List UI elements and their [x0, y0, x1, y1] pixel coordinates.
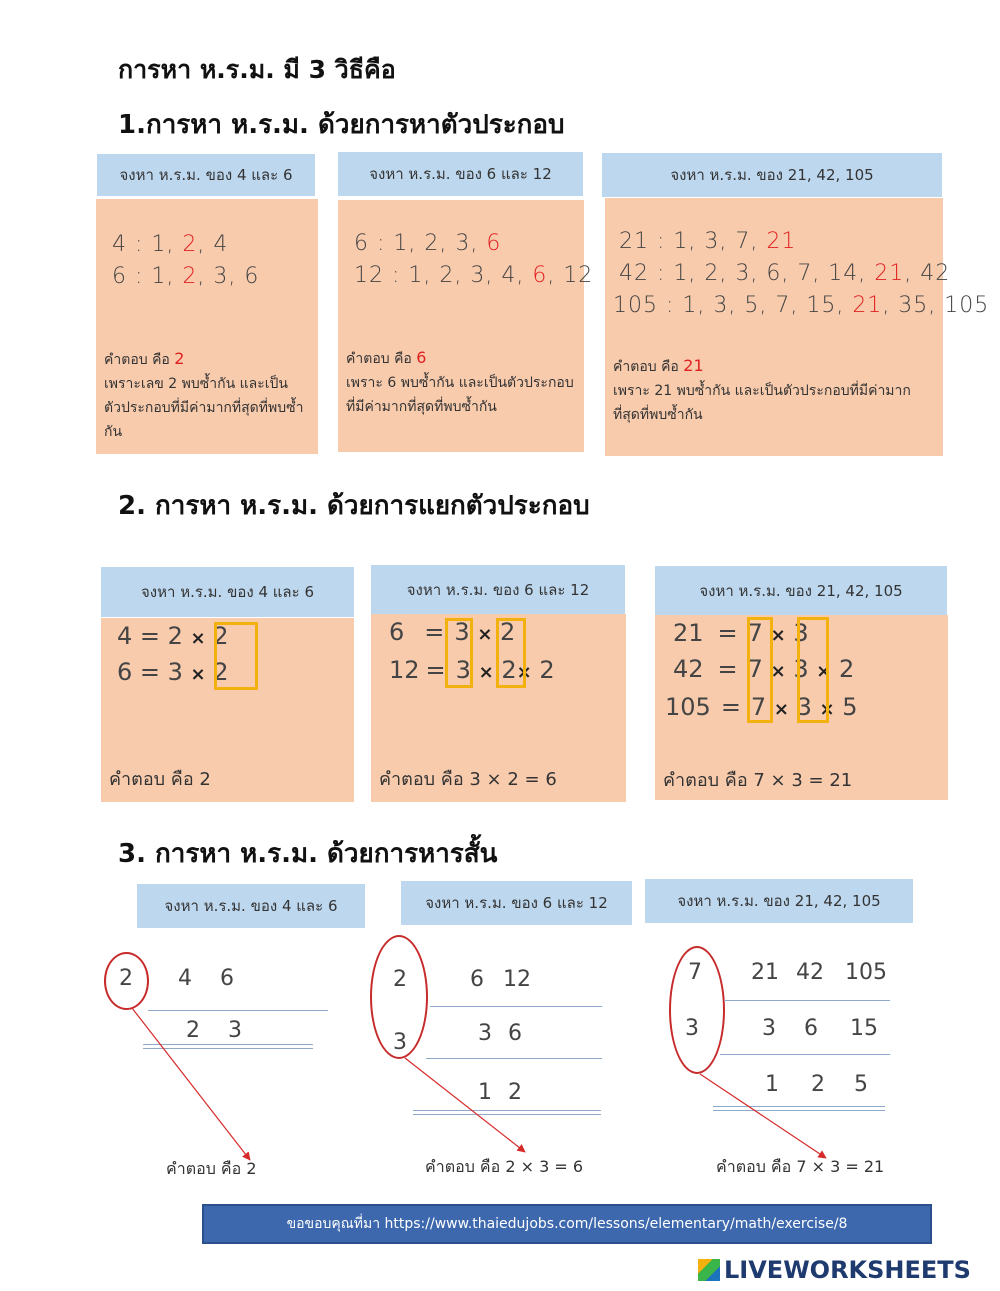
section-3-title: 3. การหา ห.ร.ม. ด้วยการหารสั้น	[118, 839, 498, 869]
s3-p3-q3: 15	[850, 1016, 878, 1041]
s3-p3-n2: 42	[796, 960, 824, 985]
section-1-title: 1.การหา ห.ร.ม. ด้วยการหาตัวประกอบ	[118, 110, 565, 140]
s3-p1-header: จงหา ห.ร.ม. ของ 4 และ 6	[137, 884, 365, 928]
s2-p2-answer: คำตอบ คือ 3 × 2 = 6	[379, 769, 557, 790]
s3-p3-r3: 5	[854, 1072, 868, 1097]
s1-p1-reason: เพราะเลข 2 พบซ้ำกัน และเป็นตัวประกอบที่มีค่ามากที่สุดที่พบซ้ำกัน	[104, 376, 304, 440]
s1-p2-row-1: 6 : 1, 2, 3, 6	[354, 231, 502, 256]
s3-p1-q2: 3	[228, 1018, 242, 1043]
s3-p1-n2: 6	[220, 966, 234, 991]
s3-p3-q1: 3	[762, 1016, 776, 1041]
s1-p3-row-3: 105 : 1, 3, 5, 7, 15, 21, 35, 105	[613, 293, 990, 318]
s3-p2-r2: 2	[508, 1080, 522, 1105]
s3-p2-d1: 2	[393, 967, 407, 992]
s1-p2-answer: คำตอบ คือ 6 เพราะ 6 พบซ้ำกัน และเป็นตัวประกอบที่มีค่ามากที่สุดที่พบซ้ำกัน	[346, 348, 574, 415]
s2-p2-line-1: 6 = 3 × 2	[389, 618, 516, 646]
s2-p3-line-3: 105 = 7 × 3 × 5	[665, 693, 858, 721]
s3-p3-header: จงหา ห.ร.ม. ของ 21, 42, 105	[645, 879, 913, 923]
page-heading: การหา ห.ร.ม. มี 3 วิธีคือ	[118, 55, 396, 84]
s2-p3-line-1: 21 = 7 × 3	[673, 619, 809, 647]
s2-p3-answer: คำตอบ คือ 7 × 3 = 21	[663, 770, 853, 791]
s2-p3-header: จงหา ห.ร.ม. ของ 21, 42, 105	[655, 566, 947, 616]
s3-p2-arrow	[405, 1058, 525, 1152]
s3-p3-r1: 1	[765, 1072, 779, 1097]
s3-p2-answer: คำตอบ คือ 2 × 3 = 6	[425, 1157, 584, 1176]
s3-p2-d2: 3	[393, 1030, 407, 1055]
s1-p1-row-2: 6 : 1, 2, 3, 6	[112, 264, 260, 289]
s2-p2-header: จงหา ห.ร.ม. ของ 6 และ 12	[371, 565, 625, 615]
s3-p3-n3: 105	[845, 960, 887, 985]
s1-p2-header: จงหา ห.ร.ม. ของ 6 และ 12	[338, 152, 583, 196]
s3-p3-arrow	[700, 1074, 826, 1158]
s1-p1-header: จงหา ห.ร.ม. ของ 4 และ 6	[97, 154, 315, 196]
s3-p1-divisor: 2	[119, 966, 133, 991]
s1-p3-answer: คำตอบ คือ 21 เพราะ 21 พบซ้ำกัน และเป็นตัวประกอบที่มีค่ามากที่สุดที่พบซ้ำกัน	[613, 356, 911, 423]
s1-p3-row-2: 42 : 1, 2, 3, 6, 7, 14, 21, 42	[619, 261, 951, 286]
liveworksheets-logo-icon	[698, 1259, 720, 1281]
s3-p1-q1: 2	[186, 1018, 200, 1043]
section-2-title: 2. การหา ห.ร.ม. ด้วยการแยกตัวประกอบ	[118, 491, 590, 521]
s2-p2-line-2: 12 = 3 × 2× 2	[389, 656, 555, 684]
source-credit-banner[interactable]: ขอขอบคุณที่มา https://www.thaiedujobs.com/lessons/elementary/math/exercise/8	[202, 1204, 932, 1244]
s1-p3-reason: เพราะ 21 พบซ้ำกัน และเป็นตัวประกอบที่มีค่ามากที่สุดที่พบซ้ำกัน	[613, 383, 911, 423]
s3-p3-q2: 6	[804, 1016, 818, 1041]
s3-p1-arrow	[132, 1008, 250, 1160]
s3-p2-header: จงหา ห.ร.ม. ของ 6 และ 12	[401, 881, 632, 925]
s3-p3-d2: 3	[685, 1016, 699, 1041]
s3-p1-answer: คำตอบ คือ 2	[166, 1159, 257, 1178]
s3-p3-n1: 21	[751, 960, 779, 985]
s3-p2-q1: 3	[478, 1021, 492, 1046]
s2-p1-line-2: 6 = 3 × 2	[117, 658, 229, 686]
s3-p2-n1: 6	[470, 967, 484, 992]
s1-p1-row-1: 4 : 1, 2, 4	[112, 232, 229, 257]
s1-p3-row-1: 21 : 1, 3, 7, 21	[619, 229, 797, 254]
s3-p2-r1: 1	[478, 1080, 492, 1105]
s1-p3-header: จงหา ห.ร.ม. ของ 21, 42, 105	[602, 153, 942, 197]
s3-p3-answer: คำตอบ คือ 7 × 3 = 21	[716, 1157, 885, 1176]
s1-p2-reason: เพราะ 6 พบซ้ำกัน และเป็นตัวประกอบที่มีค่ามากที่สุดที่พบซ้ำกัน	[346, 375, 574, 415]
s3-p2-n2: 12	[503, 967, 531, 992]
s2-p1-line-1: 4 = 2 × 2	[117, 622, 229, 650]
s2-p1-answer: คำตอบ คือ 2	[109, 769, 211, 790]
s3-p3-r2: 2	[811, 1072, 825, 1097]
s3-p2-q2: 6	[508, 1021, 522, 1046]
s2-p1-header: จงหา ห.ร.ม. ของ 4 และ 6	[101, 567, 354, 617]
s1-p1-answer: คำตอบ คือ 2 เพราะเลข 2 พบซ้ำกัน และเป็นตัวประกอบที่มีค่ามากที่สุดที่พบซ้ำกัน	[104, 349, 304, 440]
s2-p3-line-2: 42 = 7 × 3 × 2	[673, 655, 855, 683]
s3-p3-d1: 7	[688, 960, 702, 985]
liveworksheets-logo: LIVEWORKSHEETS	[698, 1256, 971, 1284]
s1-p2-row-2: 12 : 1, 2, 3, 4, 6, 12	[354, 263, 594, 288]
s3-p1-n1: 4	[178, 966, 192, 991]
